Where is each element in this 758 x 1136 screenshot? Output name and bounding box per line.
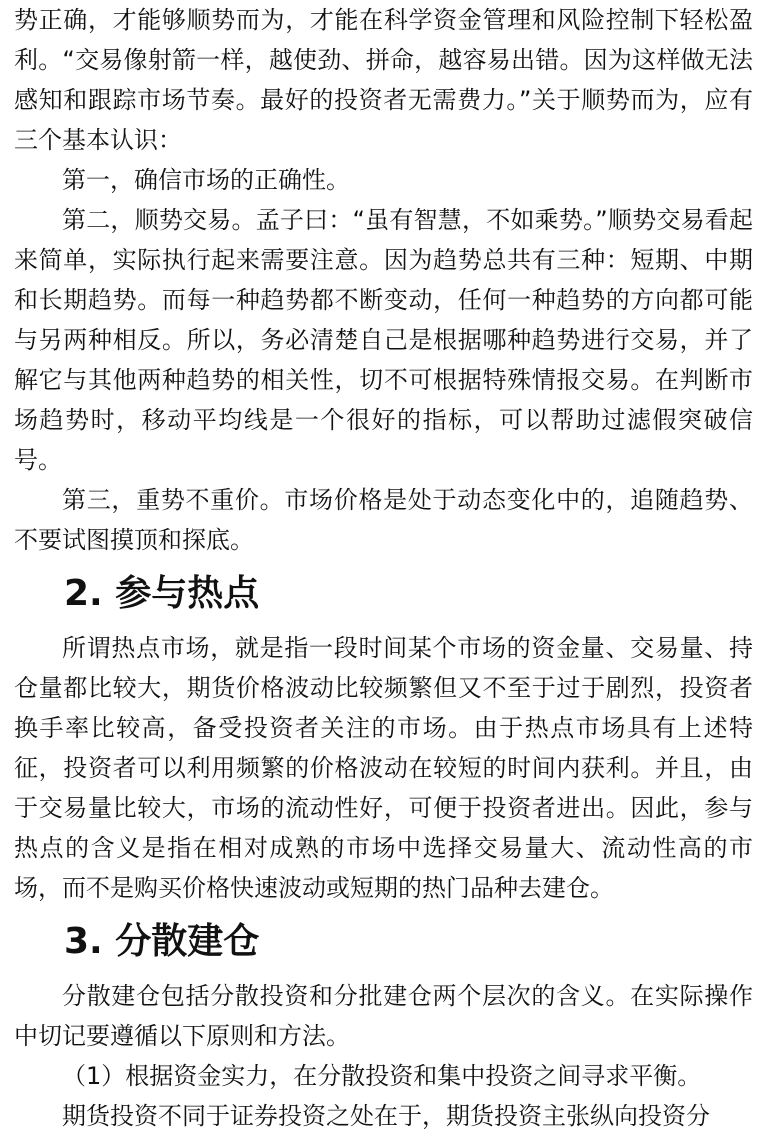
paragraph-third-point: 第三，重势不重价。市场价格是处于动态变化中的，追随趋势、不要试图摸顶和探底。 xyxy=(14,486,753,554)
paragraph-hot-market: 所谓热点市场，就是指一段时间某个市场的资金量、交易量、持仓量都比较大，期货价格波动比较频繁但又不至于过于剧烈，投资者换手率比较高，备受投资者关注的市场。由于热点市场具有上述特征，投资者可以利用频繁的价格波动在较短的时间内获利。并且，由于交易量比较大，市场的流动性好，可便于投资者进出。因此，参与热点的含义是指在相对成熟的市场中选择交易量大、流动性高的市场，而不是购买价格快速波动或短期的热门品种去建仓。 xyxy=(14,634,753,902)
paragraph-continuation: 势正确，才能够顺势而为，才能在科学资金管理和风险控制下轻松盈利。“交易像射箭一样，越使劲、拼命，越容易出错。因为这样做无法感知和跟踪市场节奏。最好的投资者无需费力。”关于顺势而为，应有三个基本认识： xyxy=(14,6,753,154)
paragraph-second-point: 第二，顺势交易。孟子曰：“虽有智慧，不如乘势。”顺势交易看起来简单，实际执行起来需要注意。因为趋势总共有三种：短期、中期和长期趋势。而每一种趋势都不断变动，任何一种趋势的方向都可能与另两种相反。所以，务必清楚自己是根据哪种趋势进行交易，并了解它与其他两种趋势的相关性，切不可根据特殊情报交易。在判断市场趋势时，移动平均线是一个很好的指标，可以帮助过滤假突破信号。 xyxy=(14,206,753,474)
paragraph-disperse-intro: 分散建仓包括分散投资和分批建仓两个层次的含义。在实际操作中切记要遵循以下原则和方法。 xyxy=(14,982,753,1050)
paragraph-last: 期货投资不同于证券投资之处在于，期货投资主张纵向投资分 xyxy=(62,1102,710,1130)
paragraph-item-1: （1）根据资金实力，在分散投资和集中投资之间寻求平衡。 xyxy=(62,1062,702,1090)
paragraph-first-point: 第一，确信市场的正确性。 xyxy=(62,166,350,194)
section-heading-2: 2. 参与热点 xyxy=(64,573,260,614)
section-heading-3: 3. 分散建仓 xyxy=(64,921,260,962)
